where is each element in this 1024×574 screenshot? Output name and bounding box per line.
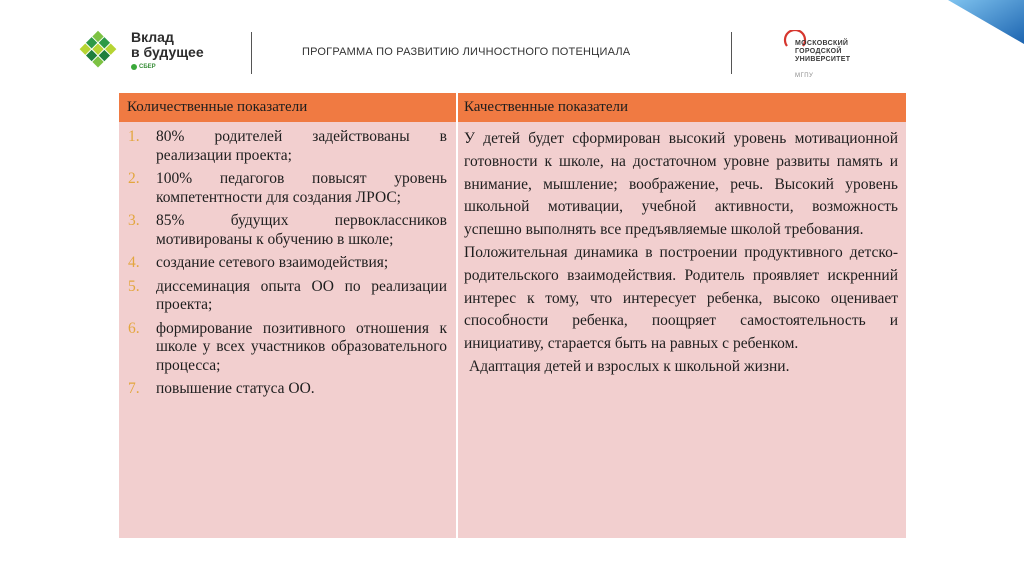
list-text: 85% будущих первоклассников мотивированы к обучению в школе; bbox=[156, 212, 447, 248]
sber-text: СБЕР bbox=[139, 64, 156, 70]
list-item bbox=[119, 170, 451, 207]
list-item bbox=[119, 212, 451, 249]
list-text: 80% родителей задействованы в реализации проекта; bbox=[156, 128, 447, 164]
header-divider-left bbox=[251, 32, 252, 74]
brand-line-2: в будущее bbox=[131, 44, 204, 60]
list-text: повышение статуса ОО. bbox=[156, 380, 315, 397]
qualitative-paragraph-1: У детей будет сформирован высокий уровень мотивационной готовности к школе, на достаточном уровне развиты память и внимание, мышление; воображение, речь. Высокий уровень школьной мотивации, учебной активности, возможность успешно выполнять все предъявляемые школой требования. bbox=[464, 130, 898, 239]
sber-dot-icon bbox=[131, 64, 137, 70]
list-number: 2. bbox=[128, 170, 140, 187]
university-abbr: МГПУ bbox=[795, 73, 814, 79]
qualitative-paragraph-3: Адаптация детей и взрослых к школьной жизни. bbox=[469, 357, 790, 375]
qualitative-paragraph-2: Положительная динамика в построении продуктивного детско-родительского взаимодействия. Родитель проявляет искренний интерес к тому, что интересует ребенка, высоко оценивает способности ребенка, поощряет самостоятельность и инициативу, старается быть на равных с ребенком. bbox=[464, 243, 898, 353]
list-number: 1. bbox=[128, 128, 140, 145]
list-item bbox=[119, 278, 451, 315]
list-number: 3. bbox=[128, 212, 140, 229]
sber-label bbox=[131, 64, 156, 70]
list-text: создание сетевого взаимодействия; bbox=[156, 254, 389, 271]
header-divider-right bbox=[731, 32, 732, 74]
list-number: 7. bbox=[128, 380, 140, 397]
list-item bbox=[119, 128, 451, 165]
list-number: 5. bbox=[128, 277, 140, 295]
brand-line-1: Вклад bbox=[131, 29, 174, 45]
list-text: 100% педагогов повысят уровень компетентности для создания ЛРОС; bbox=[156, 170, 447, 206]
qualitative-header: Качественные показатели bbox=[464, 99, 629, 115]
university-line-3: УНИВЕРСИТЕТ bbox=[795, 56, 851, 63]
table-header-row bbox=[119, 93, 906, 122]
corner-accent-icon bbox=[948, 0, 1024, 44]
university-line-2: ГОРОДСКОЙ bbox=[795, 48, 842, 55]
list-item bbox=[119, 320, 451, 376]
column-divider bbox=[456, 93, 458, 538]
quantitative-header: Количественные показатели bbox=[127, 99, 308, 115]
list-text: диссеминация опыта ОО по реализации проекта; bbox=[156, 277, 447, 313]
list-number: 6. bbox=[128, 319, 140, 337]
vklad-logo-icon bbox=[72, 30, 124, 74]
list-text: формирование позитивного отношения к школе у всех участников образовательного процесса; bbox=[156, 319, 447, 374]
program-title: ПРОГРАММА ПО РАЗВИТИЮ ЛИЧНОСТНОГО ПОТЕНЦИАЛА bbox=[302, 46, 631, 58]
list-number: 4. bbox=[128, 254, 140, 271]
qualitative-text bbox=[464, 128, 898, 379]
brand-title bbox=[131, 30, 204, 60]
list-item bbox=[119, 254, 451, 273]
list-item bbox=[119, 380, 451, 399]
quantitative-list bbox=[119, 128, 451, 404]
indicators-table bbox=[119, 93, 906, 538]
university-name bbox=[795, 40, 850, 64]
university-line-1: МОСКОВСКИЙ bbox=[795, 40, 849, 47]
